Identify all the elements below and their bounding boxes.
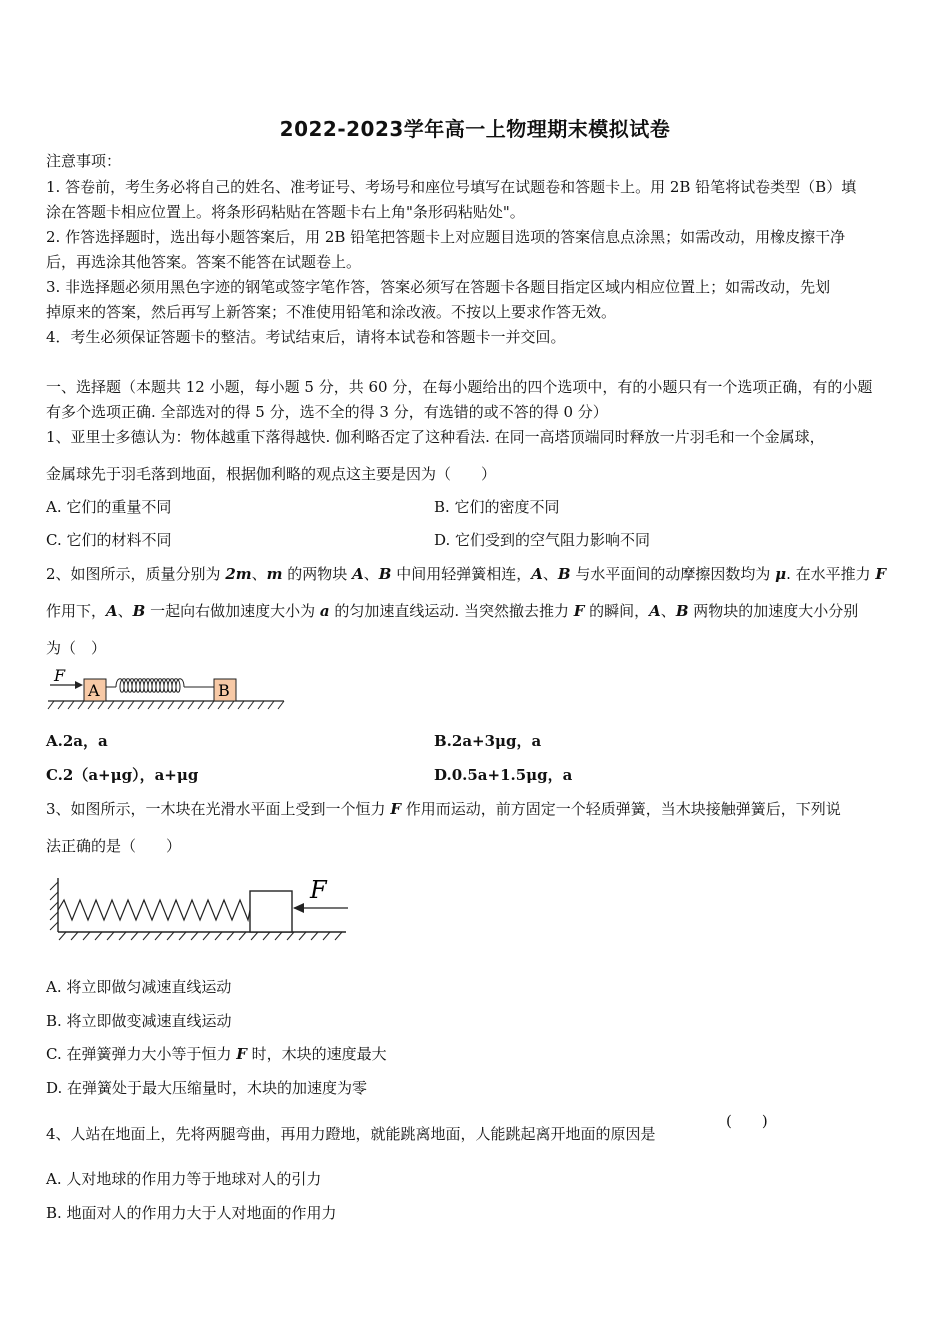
notice-line: 2. 作答选择题时，选出每小题答案后，用 2B 铅笔把答题卡上对应题目选项的答案信息点涂黑；如需改动，用橡皮擦干净: [46, 228, 846, 246]
q2-spring-figure: [46, 668, 291, 712]
question-3-text: 3、如图所示，一木块在光滑水平面上受到一个恒力 F 作用而运动，前方固定一个轻质弹簧，当木块接触弹簧后，下列说: [46, 800, 841, 818]
q2-block-b-label: B: [218, 681, 230, 700]
question-2-text: 作用下，A、B 一起向右做加速度大小为 a 的匀加速直线运动. 当突然撤去推力 F 的瞬间，A、B 两物块的加速度大小分别: [46, 602, 859, 620]
q3-force-label: F: [310, 876, 327, 904]
notice-line: 3. 非选择题必须用黑色字迹的钢笔或签字笔作答，答案必须写在答题卡各题目指定区域内相应位置上；如需改动，先划: [46, 278, 831, 296]
q3-option-c: C. 在弹簧弹力大小等于恒力 F 时，木块的速度最大: [46, 1045, 387, 1063]
notice-line: 1. 答卷前，考生务必将自己的姓名、准考证号、考场号和座位号填写在试题卷和答题卡上。用 2B 铅笔将试卷类型（B）填: [46, 178, 857, 196]
q2-force-label: F: [54, 666, 66, 685]
notice-line: 掉原来的答案，然后再写上新答案；不准使用铅笔和涂改液。不按以上要求作答无效。: [46, 303, 617, 321]
q3-option-a: A. 将立即做匀减速直线运动: [46, 978, 232, 996]
page-title: 2022-2023学年高一上物理期末模拟试卷: [279, 117, 671, 141]
q1-option-d: D. 它们受到的空气阻力影响不同: [434, 531, 651, 549]
q4-answer-paren: ( ): [726, 1112, 768, 1130]
question-1-text: 1、亚里士多德认为：物体越重下落得越快. 伽利略否定了这种看法. 在同一高塔顶端同时释放一片羽毛和一个金属球，: [46, 428, 825, 446]
q3-option-b: B. 将立即做变减速直线运动: [46, 1012, 232, 1030]
q4-option-b: B. 地面对人的作用力大于人对地面的作用力: [46, 1204, 337, 1222]
q2-option-a: A.2a，a: [46, 732, 108, 750]
question-3-text: 法正确的是（ ）: [46, 837, 182, 855]
q2-option-c: C.2（a+μg），a+μg: [46, 766, 199, 784]
section-heading: 有多个选项正确. 全部选对的得 5 分，选不全的得 3 分，有选错的或不答的得 0 分）: [46, 403, 608, 421]
notice-line: 4．考生必须保证答题卡的整洁。考试结束后，请将本试卷和答题卡一并交回。: [46, 328, 566, 346]
q2-block-a-label: A: [88, 681, 100, 700]
section-heading: 一、选择题（本题共 12 小题，每小题 5 分，共 60 分，在每小题给出的四个选项中，有的小题只有一个选项正确，有的小题: [46, 378, 873, 396]
question-1-text: 金属球先于羽毛落到地面，根据伽利略的观点这主要是因为（ ）: [46, 465, 497, 483]
q4-option-a: A. 人对地球的作用力等于地球对人的引力: [46, 1170, 322, 1188]
notice-line: 涂在答题卡相应位置上。将条形码粘贴在答题卡右上角"条形码粘贴处"。: [46, 203, 525, 221]
question-2-text: 为（ ）: [46, 639, 107, 657]
q1-option-c: C. 它们的材料不同: [46, 531, 172, 549]
notice-line: 后，再选涂其他答案。答案不能答在试题卷上。: [46, 253, 362, 271]
question-4-text: 4、人站在地面上，先将两腿弯曲，再用力蹬地，就能跳离地面，人能跳起离开地面的原因是: [46, 1125, 656, 1143]
q2-option-b: B.2a+3μg，a: [434, 732, 542, 750]
q2-option-d: D.0.5a+1.5μg，a: [434, 766, 573, 784]
q1-option-b: B. 它们的密度不同: [434, 498, 560, 516]
q3-spring-figure: [46, 872, 352, 944]
notice-heading: 注意事项：: [46, 152, 122, 170]
question-2-text: 2、如图所示，质量分别为 2m、m 的两物块 A、B 中间用轻弹簧相连，A、B 与水平面间的动摩擦因数均为 μ. 在水平推力 F: [46, 565, 887, 583]
q1-option-a: A. 它们的重量不同: [46, 498, 172, 516]
q3-option-d: D. 在弹簧处于最大压缩量时，木块的加速度为零: [46, 1079, 368, 1097]
